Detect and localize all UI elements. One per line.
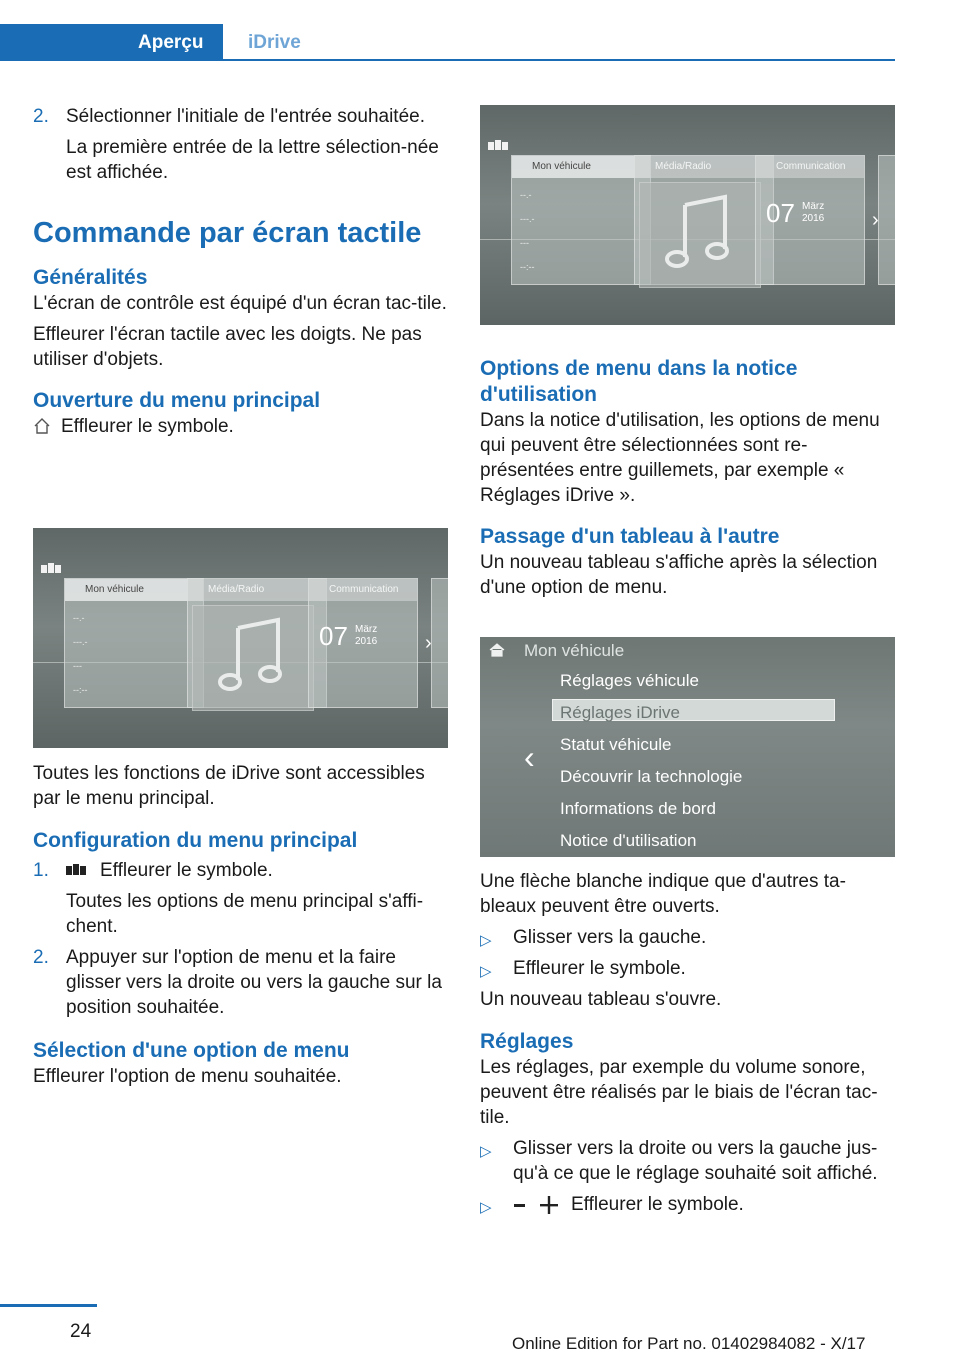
step-2-number: 2. — [33, 106, 49, 127]
config-step-1-number: 1. — [33, 860, 49, 881]
page-number: 24 — [70, 1321, 92, 1342]
edition-note: Online Edition for Part no. 01402984082 - X/17 — [512, 1334, 866, 1353]
card-communication[interactable] — [755, 155, 865, 285]
open-menu-text-row — [33, 414, 449, 439]
bullet-triangle-icon: ▷ — [480, 963, 492, 980]
vehicle-row-2: ---.- — [73, 637, 88, 647]
config-step-1-text: Effleurer le symbole. — [100, 860, 273, 881]
card-media-head: Média/Radio — [635, 156, 773, 178]
menu-item-onboard-info[interactable]: Informations de bord — [560, 799, 716, 818]
bullet-1 — [480, 925, 896, 950]
menu-title: Mon véhicule — [524, 641, 625, 660]
config-step-1-sub: Toutes les options de menu principal s'affi-chent. — [66, 891, 424, 937]
vehicle-menu-screenshot — [480, 637, 895, 857]
step-2 — [33, 104, 449, 185]
date-year: 2016 — [802, 213, 825, 224]
vehicle-row-2: ---.- — [520, 214, 535, 224]
music-note-tile — [639, 182, 761, 288]
after-screenshot-text: Toutes les fonctions de iDrive sont accessibles par le menu principal. — [33, 763, 425, 809]
vehicle-row-3: --- — [520, 238, 529, 248]
card-communication-head: Communication — [756, 156, 864, 178]
card-media[interactable] — [187, 578, 327, 708]
date-day: 07 — [319, 621, 348, 651]
step-2-sub: La première entrée de la lettre sélection-née est affichée. — [66, 137, 439, 183]
chevron-left-icon[interactable]: ‹ — [524, 739, 535, 775]
reglages-text: Les réglages, par exemple du volume sonore, peuvent être réalisés par le biais de l'écran tac-tile. — [480, 1057, 878, 1128]
tab-apercu-label: Aperçu — [138, 32, 204, 53]
menu-item-vehicle-status[interactable]: Statut véhicule — [560, 735, 672, 754]
home-icon[interactable] — [489, 643, 505, 657]
after-menu-text: Une flèche blanche indique que d'autres ta-bleaux peuvent être ouverts. — [480, 871, 846, 917]
header-tabs — [0, 24, 895, 61]
heading-select: Sélection d'une option de menu — [33, 1039, 350, 1062]
bullet-2-text: Effleurer le symbole. — [513, 958, 686, 979]
vehicle-row-4: --:-- — [73, 685, 88, 695]
date-month: März — [802, 201, 825, 212]
music-note-icon — [193, 606, 313, 706]
menu-grid-icon — [41, 562, 63, 576]
heading-passage: Passage d'un tableau à l'autre — [480, 525, 780, 548]
plus-icon — [539, 1195, 559, 1215]
vehicle-row-1: --.- — [520, 190, 532, 200]
heading-config: Configuration du menu principal — [33, 829, 358, 852]
menu-item-idrive-settings[interactable]: Réglages iDrive — [560, 703, 680, 722]
chevron-right-icon[interactable]: › — [425, 632, 432, 654]
card-partial[interactable] — [431, 578, 448, 708]
vehicle-row-3: --- — [73, 661, 82, 671]
vehicle-row-4: --:-- — [520, 262, 535, 272]
menu-item-owners-manual[interactable]: Notice d'utilisation — [560, 831, 697, 850]
card-vehicle-head: Mon véhicule — [512, 156, 650, 178]
passage-text: Un nouveau tableau s'affiche après la sélection d'une option de menu. — [480, 552, 878, 598]
bullet-1-text: Glisser vers la gauche. — [513, 927, 707, 948]
left-column-2 — [33, 761, 449, 1089]
config-step-2-text: Appuyer sur l'option de menu et la faire glisser vers la droite ou vers la gauche sur la position souhaitée. — [66, 947, 442, 1018]
card-communication-head: Communication — [309, 579, 417, 601]
bullet-triangle-icon: ▷ — [480, 932, 492, 949]
bullet-4-text: Effleurer le symbole. — [571, 1194, 744, 1215]
tab-idrive[interactable]: iDrive — [248, 32, 301, 53]
options-text: Dans la notice d'utilisation, les options de menu qui peuvent être sélectionnées sont re-présentées entre guillemets, par exemple « Réglages iDrive ». — [480, 410, 880, 506]
bullet-3 — [480, 1136, 896, 1186]
select-text: Effleurer l'option de menu souhaitée. — [33, 1066, 342, 1087]
bullet-2 — [480, 956, 896, 981]
card-media-head: Média/Radio — [188, 579, 326, 601]
right-column-2 — [480, 869, 896, 1217]
bullet-4 — [480, 1192, 896, 1217]
menu-grid-icon — [488, 139, 510, 153]
config-step-2-number: 2. — [33, 947, 49, 968]
heading-general: Généralités — [33, 266, 148, 289]
general-p2: Effleurer l'écran tactile avec les doigts. Ne pas utiliser d'objets. — [33, 324, 422, 370]
card-media[interactable] — [634, 155, 774, 285]
vehicle-row-1: --.- — [73, 613, 85, 623]
menu-item-vehicle-settings[interactable]: Réglages véhicule — [560, 671, 699, 690]
chevron-right-icon[interactable]: › — [872, 209, 879, 231]
home-icon — [33, 417, 51, 435]
step-2-text: Sélectionner l'initiale de l'entrée souhaitée. — [66, 106, 425, 127]
date-day: 07 — [766, 198, 795, 228]
main-menu-screenshot — [33, 528, 448, 748]
left-column — [33, 104, 449, 439]
config-step-1 — [33, 858, 449, 939]
right-column — [480, 356, 896, 600]
menu-grid-icon — [66, 863, 88, 877]
card-vehicle-head: Mon véhicule — [65, 579, 203, 601]
header-rule — [223, 59, 895, 61]
heading-options: Options de menu dans la notice d'utilisation — [480, 357, 798, 406]
heading-touchscreen: Commande par écran tactile — [33, 217, 422, 249]
heading-reglages: Réglages — [480, 1030, 574, 1053]
bullet-3-text: Glisser vers la droite ou vers la gauche jus-qu'à ce que le réglage souhaité soit affiché. — [513, 1138, 878, 1184]
new-table-text: Un nouveau tableau s'ouvre. — [480, 989, 722, 1010]
bullet-triangle-icon: ▷ — [480, 1143, 492, 1160]
card-vehicle[interactable] — [64, 578, 204, 708]
config-step-2 — [33, 945, 449, 1020]
open-menu-text: Effleurer le symbole. — [61, 416, 234, 437]
card-vehicle[interactable] — [511, 155, 651, 285]
tab-apercu[interactable] — [0, 24, 223, 61]
date-year: 2016 — [355, 636, 378, 647]
music-note-icon — [640, 183, 760, 283]
date-month: März — [355, 624, 378, 635]
card-communication[interactable] — [308, 578, 418, 708]
main-menu-screenshot-2 — [480, 105, 895, 325]
heading-open-menu: Ouverture du menu principal — [33, 389, 321, 412]
general-p1: L'écran de contrôle est équipé d'un écran tac-tile. — [33, 293, 447, 314]
card-partial[interactable] — [878, 155, 895, 285]
footer-rule — [0, 1304, 97, 1307]
music-note-tile — [192, 605, 314, 711]
menu-item-technology[interactable]: Découvrir la technologie — [560, 767, 743, 786]
minus-icon — [513, 1198, 527, 1212]
bullet-triangle-icon: ▷ — [480, 1199, 492, 1216]
